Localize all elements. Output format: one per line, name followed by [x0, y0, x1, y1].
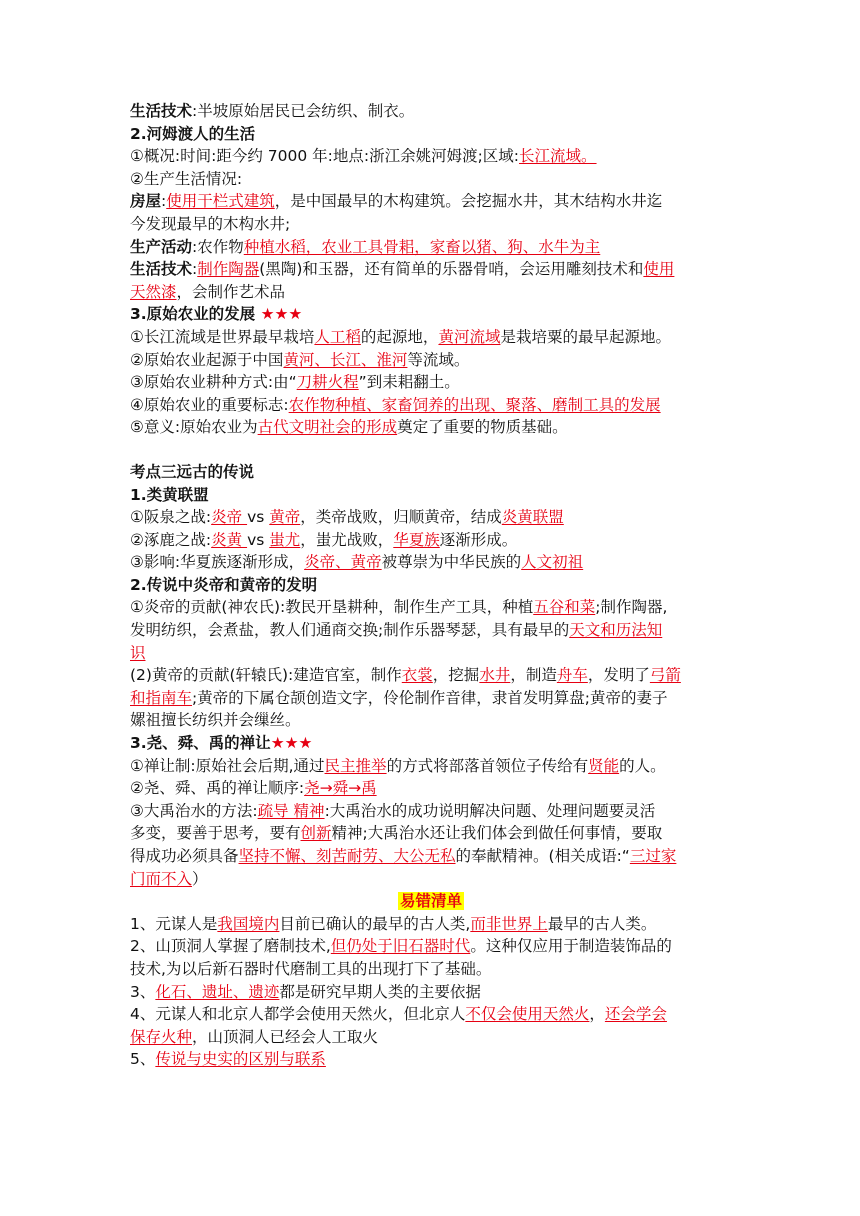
text-run: ，山顶洞人已经会人工取火 [192, 1027, 379, 1046]
battle-banquan [130, 506, 732, 529]
agri-point-5 [130, 416, 732, 439]
text-run: 的人。 [619, 756, 666, 775]
text-run: 华夏族 [393, 530, 440, 549]
text-run: 古代文明社会的形成 [257, 418, 398, 437]
text-run: ”到耒耜翻土。 [358, 373, 460, 392]
abdication-system [130, 755, 732, 778]
text-run: 是栽培粟的最早起源地。 [500, 327, 671, 346]
text-run: 门而不入 [130, 869, 193, 888]
text-run: 种植水稻，农业工具骨耜，家畜以猪、狗、水牛为主 [243, 237, 601, 256]
rating-stars: ★★★ [270, 734, 313, 753]
text-run: 生活技术 [130, 260, 193, 279]
text-run: 传说与史实的区别与联系 [155, 1050, 326, 1069]
text-run: ， [589, 1005, 605, 1024]
text-run: 最早的古人类。 [547, 914, 657, 933]
text-run: ①长江流域是世界最早栽培 [130, 327, 315, 346]
section-gap [130, 439, 732, 461]
text-run: 创新 [300, 824, 332, 843]
text-run: ②涿鹿之战: [130, 530, 212, 549]
text-run: 舟车 [556, 666, 588, 685]
text-run: 的起源地， [360, 327, 439, 346]
text-run: : [192, 260, 198, 279]
error-item-2-cont: 技术,为以后新石器时代磨制工具的出现打下了基础。 [130, 959, 492, 978]
text-run: 和指南车 [130, 688, 193, 707]
text-run: 炎帝 [211, 508, 248, 527]
text-run: 使用 [643, 260, 675, 279]
text-run: 4、元谋人和北京人都学会使用天然火，但北京人 [130, 1005, 466, 1024]
text-run: 制作陶器 [197, 260, 260, 279]
text-run: 贤能 [588, 756, 620, 775]
hemudu-heading: 2.河姆渡人的生活 [130, 124, 256, 143]
agri-point-1 [130, 326, 732, 349]
text-run: 的奉献精神。(相关成语:“ [455, 847, 630, 865]
legend-title: 考点三远古的传说 [130, 462, 255, 481]
error-item-1 [130, 913, 732, 936]
text-run: 而非世界上 [470, 914, 548, 933]
text-run: 衣裳 [401, 666, 433, 685]
dayu-flood-cont [130, 822, 732, 845]
text-run: ④原始农业的重要标志: [130, 395, 289, 414]
text-run: 我国境内 [217, 914, 280, 933]
text-run: 等流域。 [407, 350, 470, 369]
text-run: 水井 [479, 666, 511, 685]
text-run: ①概况:时间:距今约 7000 年:地点:浙江余姚河姆渡;区域: [130, 147, 520, 166]
text-run: ③原始农业耕种方式:由“ [130, 373, 297, 392]
text-run: (黑陶)和玉器，还有简单的乐器骨哨，会运用雕刻技术和 [259, 260, 644, 279]
text-run: 炎帝、黄帝 [304, 553, 382, 572]
errors-title [130, 890, 732, 913]
error-item-5 [130, 1048, 732, 1071]
text-run: 天然漆 [130, 282, 177, 301]
legend-heading-2: 2.传说中炎帝和黄帝的发明 [130, 575, 318, 594]
text-run: vs [247, 508, 270, 527]
agri-point-2 [130, 349, 732, 372]
text-run: 3、 [130, 982, 156, 1001]
text-run: 黄帝 [269, 508, 301, 527]
text-run: 长江流域。 [519, 147, 597, 166]
dayu-flood-end [130, 868, 732, 891]
text-run: 人文初祖 [521, 553, 584, 572]
hemudu-house [130, 190, 732, 213]
hemudu-tech-cont [130, 281, 732, 304]
life-tech-banpo [130, 100, 732, 123]
error-item-4 [130, 1003, 732, 1026]
text-run: 保存火种 [130, 1027, 193, 1046]
text-run: 易错清单 [399, 892, 462, 911]
text-run: 民主推举 [324, 756, 387, 775]
text-run: 天文和历法知 [569, 621, 663, 640]
agri-heading [130, 303, 732, 326]
text-run: 化石、遗址、遗迹 [155, 982, 280, 1001]
battle-zhuolu [130, 529, 732, 552]
text-run: 房屋 [130, 192, 162, 211]
text-run: ，类帝战败，归顺黄帝，结成 [300, 508, 502, 527]
text-run: 3.尧、舜、禹的禅让 [130, 734, 271, 753]
text-run: 黄河、长江、淮河 [283, 350, 408, 369]
text-run: 五谷和菜 [533, 598, 596, 617]
text-run: 识 [130, 643, 146, 662]
hemudu-production-head: ②生产生活情况: [130, 169, 243, 188]
text-run: 奠定了重要的物质基础。 [397, 418, 568, 437]
text-run: 目前已确认的最早的古人类, [279, 914, 471, 933]
text-run: 5、 [130, 1050, 156, 1069]
hemudu-tech [130, 258, 732, 281]
text-run: : [161, 192, 167, 211]
text-run: :农作物 [192, 237, 244, 256]
text-run: 逐渐形成。 [439, 530, 518, 549]
text-run: 三过家 [629, 847, 677, 865]
text-run: 农作物种植、家畜饲养的出现、聚落、磨制工具的发展 [288, 395, 661, 414]
text-run: 坚持不懈、刻苦耐劳、大公无私 [238, 847, 456, 865]
huangdi-contribution [130, 664, 732, 687]
text-run: ⑤意义:原始农业为 [130, 418, 258, 437]
agri-point-3 [130, 371, 732, 394]
text-run: ①禅让制:原始社会后期,通过 [130, 756, 325, 775]
text-run: 得成功必须具备 [130, 847, 239, 865]
text-run: ②原始农业起源于中国 [130, 350, 284, 369]
yandi-contribution-cont [130, 619, 732, 642]
legend-heading-3 [130, 732, 732, 755]
text-run: ，是中国最早的木构建筑。会挖掘水井，其木结构水井迄 [274, 192, 663, 211]
text-run: ①炎帝的贡献(神农氏):教民开垦耕种，制作生产工具，种植 [130, 598, 534, 617]
text-run: ;制作陶器, [595, 598, 668, 617]
text-run: 炎黄联盟 [501, 508, 564, 527]
text-run: ，挖掘 [432, 666, 480, 685]
text-run: 炎黄 [211, 530, 248, 549]
text-run: 3.原始农业的发展 [130, 305, 261, 324]
huangdi-contribution-end: 嫘祖擅长纺织并会缫丝。 [130, 711, 301, 730]
yandi-contribution-end [130, 642, 732, 665]
text-run: 还会学会 [604, 1005, 667, 1024]
legend-heading-1: 1.类黄联盟 [130, 485, 209, 504]
text-run: ;黄帝的下属仓颉创造文字，伶伦制作音律，隶首发明算盘;黄帝的妻子 [192, 688, 668, 707]
text-run: 生产活动 [130, 237, 193, 256]
text-run: 蚩尤 [269, 530, 301, 549]
text-run: 疏导 精神 [257, 801, 325, 820]
text-run: :半坡原始居民已会纺织、制衣。 [192, 102, 415, 120]
text-run: ③影响:华夏族逐渐形成， [130, 553, 305, 572]
text-run: 生活技术 [130, 102, 193, 120]
text-run: 都是研究早期人类的主要依据 [279, 982, 481, 1001]
text-run: 2、山顶洞人掌握了磨制技术, [130, 937, 331, 956]
yandi-contribution [130, 596, 732, 619]
text-run: ，会制作艺术品 [176, 282, 286, 301]
text-run: 发明纺织，会煮盐，教人们通商交换;制作乐器琴瑟，具有最早的 [130, 621, 570, 640]
hemudu-house-cont: 今发现最早的木构水井; [130, 214, 291, 233]
text-run: ，制造 [510, 666, 557, 685]
text-run: 黄河流域 [438, 327, 501, 346]
text-run: ①阪泉之战: [130, 508, 212, 527]
text-run: 弓箭 [649, 666, 681, 685]
text-run: 的方式将部落首领位子传给有 [386, 756, 589, 775]
dayu-flood [130, 800, 732, 823]
text-run: ②尧、舜、禹的禅让顺序: [130, 779, 305, 798]
text-run: 1、元谋人是 [130, 914, 218, 933]
text-run: (2)黄帝的贡献(轩辕氏):建造官室，制作 [130, 666, 402, 685]
text-run: 。这种仅应用于制造装饰品的 [470, 937, 672, 956]
error-item-4-cont [130, 1026, 732, 1049]
text-run: 不仅会使用天然火 [465, 1005, 590, 1024]
text-run: 尧→舜→禹 [304, 779, 377, 798]
text-run: 多变，要善于思考，要有 [130, 824, 301, 843]
abdication-order [130, 777, 732, 800]
text-run: ，发明了 [587, 666, 650, 685]
rating-stars: ★★★ [260, 305, 303, 324]
legend-influence [130, 551, 732, 574]
hemudu-overview [130, 145, 732, 168]
agri-point-4 [130, 394, 732, 417]
dayu-flood-cont-2 [130, 845, 732, 868]
text-run: 刀耕火程 [296, 373, 359, 392]
text-run: ，蚩尤战败， [300, 530, 394, 549]
text-run: ③大禹治水的方法: [130, 801, 258, 820]
hemudu-production [130, 236, 732, 259]
text-run: 使用干栏式建筑 [166, 192, 275, 211]
huangdi-contribution-cont [130, 687, 732, 710]
error-item-2 [130, 935, 732, 958]
text-run: ） [192, 869, 208, 888]
text-run: vs [247, 530, 270, 549]
error-item-3 [130, 981, 732, 1004]
text-run: :大禹治水的成功说明解决问题、处理问题要灵活 [324, 801, 656, 820]
text-run: 但仍处于旧石器时代 [330, 937, 471, 956]
text-run: 精神;大禹治水还让我们体会到做任何事情，要取 [331, 824, 663, 843]
text-run: 人工稻 [314, 327, 361, 346]
text-run: 被尊崇为中华民族的 [381, 553, 522, 572]
